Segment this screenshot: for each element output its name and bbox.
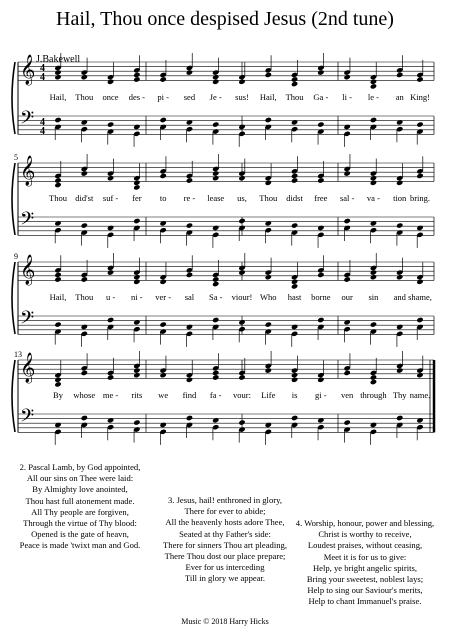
lyric-syllable: ni - (131, 292, 143, 302)
measure-number: 5 (14, 153, 18, 162)
note-head-icon (159, 220, 166, 226)
lyric-syllable: didst (286, 193, 303, 203)
verse-line: Ever for us interceding (185, 562, 265, 573)
note-head-icon (133, 184, 140, 190)
lyric-syllable: us, (237, 193, 247, 203)
note-head-icon (186, 222, 193, 228)
note-head-icon (54, 74, 61, 80)
verse-line: Bring your sweetest, noblest lays; (306, 574, 424, 585)
note-head-icon (396, 367, 403, 373)
note-head-icon (107, 269, 114, 275)
note-head-icon (238, 419, 245, 425)
verse-line: Till in glory we appear. (184, 573, 266, 584)
lyrics-line (0, 193, 450, 205)
lyric-syllable: suf - (102, 193, 119, 203)
note-head-icon (186, 119, 193, 125)
note-head-icon (107, 317, 114, 323)
lyric-syllable: pi - (157, 92, 169, 102)
note-head-icon (416, 76, 423, 82)
note-head-icon (317, 272, 324, 278)
time-sig-icon: 4 (40, 126, 45, 137)
note-head-icon (396, 222, 403, 228)
lyric-syllable: re - (183, 193, 196, 203)
note-head-icon (291, 283, 298, 289)
note-head-icon (317, 121, 324, 127)
note-head-icon (317, 69, 324, 75)
note-head-icon (317, 225, 324, 231)
note-head-icon (370, 269, 377, 275)
note-head-icon (265, 367, 272, 373)
treble-clef-icon: 𝄞 (20, 156, 36, 186)
note-head-icon (238, 124, 245, 130)
note-head-icon (343, 74, 350, 80)
verse-line: 2. Pascal Lamb, by God appointed, (19, 462, 141, 472)
lyric-syllable: is (291, 390, 298, 400)
lyric-syllable: Thou (259, 193, 278, 203)
note-head-icon (54, 381, 61, 387)
note-head-icon (291, 372, 298, 378)
bass-clef-icon: 𝄢 (20, 209, 35, 234)
lyric-syllable: fer (132, 193, 142, 203)
verse-line: 4. Worship, honour, power and blessing, (295, 518, 435, 528)
lyric-syllable: Thou (49, 193, 67, 203)
note-head-icon (54, 117, 61, 123)
lyric-syllable: me - (102, 390, 119, 400)
verse-4 (285, 518, 445, 608)
lyric-syllable: once (102, 92, 119, 102)
note-head-icon (159, 76, 166, 82)
note-head-icon (370, 175, 377, 181)
note-head-icon (291, 377, 298, 383)
measure-number: 13 (14, 350, 22, 359)
note-head-icon (317, 377, 324, 383)
lyrics-line (0, 292, 450, 304)
lyric-syllable: free (314, 193, 328, 203)
note-head-icon (343, 319, 350, 325)
note-head-icon (291, 119, 298, 125)
bass-clef-icon: 𝄢 (20, 406, 35, 431)
lyric-syllable: Hail, (259, 92, 277, 102)
note-head-icon (186, 415, 193, 421)
verse-line: There for ever to abide; (184, 506, 266, 517)
note-head-icon (159, 372, 166, 378)
note-head-icon (159, 422, 166, 428)
note-head-icon (343, 419, 350, 425)
note-head-icon (416, 372, 423, 378)
note-head-icon (370, 117, 377, 123)
note-head-icon (370, 83, 377, 89)
note-head-icon (370, 321, 377, 327)
note-head-icon (343, 124, 350, 130)
lyric-syllable: Life (261, 390, 276, 400)
lyric-syllable: sed (183, 92, 196, 102)
note-head-icon (54, 276, 61, 282)
note-head-icon (54, 177, 61, 183)
note-head-icon (370, 220, 377, 226)
note-head-icon (81, 170, 88, 176)
lyric-syllable: whose (73, 390, 96, 400)
lyric-syllable: ven (341, 390, 354, 400)
lyric-syllable: Thy (392, 390, 407, 400)
measure-number: 9 (14, 252, 18, 261)
note-head-icon (212, 225, 219, 231)
verse-line: Peace is made 'twixt man and God. (19, 540, 141, 551)
note-head-icon (212, 317, 219, 323)
lyric-syllable: gi - (315, 390, 327, 400)
note-head-icon (265, 117, 272, 123)
lyrics-line (0, 390, 450, 402)
note-head-icon (133, 279, 140, 285)
lyric-syllable: lease (207, 193, 225, 203)
verse-line: Seated at thy Father's side: (179, 528, 271, 539)
verse-line: Help, ye bright angelic spirits, (312, 562, 418, 573)
note-head-icon (291, 81, 298, 87)
note-head-icon (343, 218, 350, 224)
note-head-icon (107, 374, 114, 380)
lyric-syllable: u - (105, 292, 116, 302)
lyric-syllable: rits (131, 390, 143, 400)
note-head-icon (291, 324, 298, 330)
note-head-icon (133, 372, 140, 378)
note-head-icon (396, 180, 403, 186)
note-head-icon (107, 175, 114, 181)
note-head-icon (159, 321, 166, 327)
lyric-syllable: li - (342, 92, 352, 102)
note-head-icon (81, 324, 88, 330)
note-head-icon (107, 79, 114, 85)
note-head-icon (265, 422, 272, 428)
lyric-syllable: King! (410, 92, 430, 102)
note-head-icon (107, 417, 114, 423)
lyric-syllable: Thou (285, 92, 304, 102)
note-head-icon (81, 370, 88, 376)
lyric-syllable: viour! (231, 292, 253, 302)
note-head-icon (291, 415, 298, 421)
verse-line: All the heavenly hosts adore Thee, (165, 517, 285, 528)
note-head-icon (317, 417, 324, 423)
lyric-syllable: through (360, 390, 387, 400)
note-head-icon (186, 272, 193, 278)
lyric-syllable: des - (128, 92, 145, 102)
note-head-icon (265, 72, 272, 78)
note-head-icon (212, 374, 219, 380)
note-head-icon (291, 177, 298, 183)
note-head-icon (186, 324, 193, 330)
note-head-icon (238, 175, 245, 181)
note-head-icon (212, 417, 219, 423)
verse-line: Thou hast full atonement made. (25, 495, 135, 506)
composer-credit: J.Bakewell (36, 54, 81, 65)
verse-line: Loudest praises, without ceasing, (307, 540, 423, 551)
copyright-notice: Music © 2018 Harry Hicks (181, 617, 269, 626)
note-head-icon (212, 74, 219, 80)
lyric-syllable: Hail, (49, 92, 67, 102)
lyric-syllable: Sa - (208, 292, 223, 302)
lyric-syllable: bring. (409, 193, 431, 203)
note-head-icon (133, 180, 140, 186)
verse-line: Christ is worthy to receive, (318, 529, 412, 540)
note-head-icon (159, 117, 166, 123)
note-head-icon (81, 119, 88, 125)
time-sig-icon: 4 (40, 63, 45, 74)
note-head-icon (159, 173, 166, 179)
note-head-icon (107, 121, 114, 127)
note-head-icon (133, 419, 140, 425)
note-head-icon (212, 79, 219, 85)
verse-line: All our sins on Thee were laid: (26, 473, 134, 484)
note-head-icon (416, 225, 423, 231)
note-head-icon (317, 317, 324, 323)
note-head-icon (54, 272, 61, 278)
verse-line: Opened is the gate of heavn, (31, 529, 129, 540)
note-head-icon (370, 422, 377, 428)
note-head-icon (343, 170, 350, 176)
note-head-icon (212, 281, 219, 287)
lyric-syllable: tion (393, 193, 407, 203)
lyrics-line (0, 92, 450, 104)
time-sig-icon: 4 (40, 117, 45, 128)
lyric-syllable: Hail, (49, 292, 67, 302)
note-head-icon (186, 69, 193, 75)
note-head-icon (370, 374, 377, 380)
note-head-icon (238, 374, 245, 380)
verse-line: All Thy people are forgiven, (31, 506, 129, 517)
lyric-syllable: Ga - (313, 92, 329, 102)
verse-line: 3. Jesus, hail! enthroned in glory, (167, 495, 282, 505)
lyric-syllable: did'st (75, 193, 94, 203)
note-head-icon (370, 274, 377, 280)
note-head-icon (54, 321, 61, 327)
lyric-syllable: Who (260, 292, 277, 302)
note-head-icon (291, 222, 298, 228)
lyric-syllable: name. (409, 390, 431, 400)
lyric-syllable: sin (368, 292, 379, 302)
note-head-icon (396, 415, 403, 421)
lyric-syllable: find (182, 390, 197, 400)
lyric-syllable: shame, (408, 292, 432, 302)
lyric-syllable: ver - (155, 292, 172, 302)
note-head-icon (133, 124, 140, 130)
lyric-syllable: le - (367, 92, 379, 102)
lyric-syllable: Thou (75, 292, 94, 302)
lyric-syllable: sal (184, 292, 195, 302)
note-head-icon (54, 182, 61, 188)
note-head-icon (265, 321, 272, 327)
verse-line: Help to sing our Saviour's merits, (307, 585, 423, 596)
note-head-icon (107, 225, 114, 231)
treble-clef-icon: 𝄞 (20, 255, 36, 285)
note-head-icon (416, 317, 423, 323)
note-head-icon (54, 377, 61, 383)
note-head-icon (212, 276, 219, 282)
note-head-icon (133, 367, 140, 373)
note-head-icon (133, 274, 140, 280)
note-head-icon (396, 324, 403, 330)
lyric-syllable: our (341, 292, 353, 302)
note-head-icon (238, 319, 245, 325)
verse-line: There for sinners Thou art pleading, (163, 539, 287, 550)
time-sig-icon: 4 (40, 72, 45, 83)
note-head-icon (396, 274, 403, 280)
lyric-syllable: sus! (235, 92, 249, 102)
note-head-icon (212, 175, 219, 181)
note-head-icon (265, 274, 272, 280)
note-head-icon (81, 415, 88, 421)
note-head-icon (133, 72, 140, 78)
note-head-icon (370, 79, 377, 85)
note-head-icon (370, 180, 377, 186)
lyric-syllable: to (159, 193, 167, 203)
note-head-icon (81, 276, 88, 282)
lyric-syllable: va - (366, 193, 380, 203)
note-head-icon (186, 177, 193, 183)
note-head-icon (238, 79, 245, 85)
verse-line: There Thou dost our place prepare; (164, 551, 286, 562)
treble-clef-icon: 𝄞 (20, 55, 36, 85)
note-head-icon (343, 276, 350, 282)
note-head-icon (186, 377, 193, 383)
note-head-icon (54, 422, 61, 428)
note-head-icon (416, 417, 423, 423)
note-head-icon (133, 76, 140, 82)
note-head-icon (81, 74, 88, 80)
note-head-icon (133, 218, 140, 224)
note-head-icon (396, 72, 403, 78)
note-head-icon (238, 218, 245, 224)
lyric-syllable: and (393, 292, 406, 302)
note-head-icon (265, 180, 272, 186)
lyric-syllable: fa - (209, 390, 222, 400)
note-head-icon (343, 370, 350, 376)
note-head-icon (212, 370, 219, 376)
hymn-title: Hail, Thou once despised Jesus (2nd tune) (56, 8, 394, 30)
verse-line: By Almighty love anointed, (32, 484, 128, 495)
note-head-icon (159, 279, 166, 285)
treble-clef-icon: 𝄞 (20, 353, 36, 383)
lyric-syllable: borne (311, 292, 331, 302)
note-head-icon (291, 279, 298, 285)
note-head-icon (81, 222, 88, 228)
note-head-icon (238, 269, 245, 275)
note-head-icon (416, 279, 423, 285)
lyric-syllable: Thou (75, 92, 94, 102)
note-head-icon (212, 121, 219, 127)
verse-line: Meet it is for us to give: (323, 551, 407, 562)
note-head-icon (416, 173, 423, 179)
note-head-icon (54, 220, 61, 226)
note-head-icon (265, 220, 272, 226)
note-head-icon (416, 121, 423, 127)
lyric-syllable: hast (287, 292, 302, 302)
note-head-icon (54, 69, 61, 75)
verse-line: Help to chant Immanuel's praise. (308, 596, 422, 607)
note-head-icon (291, 173, 298, 179)
lyric-syllable: By (53, 390, 63, 400)
lyric-syllable: sal - (339, 193, 355, 203)
note-head-icon (317, 177, 324, 183)
bass-clef-icon: 𝄢 (20, 308, 35, 333)
note-head-icon (370, 379, 377, 385)
note-head-icon (212, 170, 219, 176)
lyric-syllable: an (395, 92, 404, 102)
note-head-icon (291, 76, 298, 82)
lyric-syllable: we (158, 390, 169, 400)
lyric-syllable: vour: (233, 390, 251, 400)
note-head-icon (133, 319, 140, 325)
verse-2 (5, 462, 155, 552)
note-head-icon (396, 119, 403, 125)
bass-clef-icon: 𝄢 (20, 108, 35, 133)
lyric-syllable: Je - (209, 92, 222, 102)
verse-line: Through the virtue of Thy blood: (23, 518, 137, 529)
verse-3 (148, 495, 302, 585)
